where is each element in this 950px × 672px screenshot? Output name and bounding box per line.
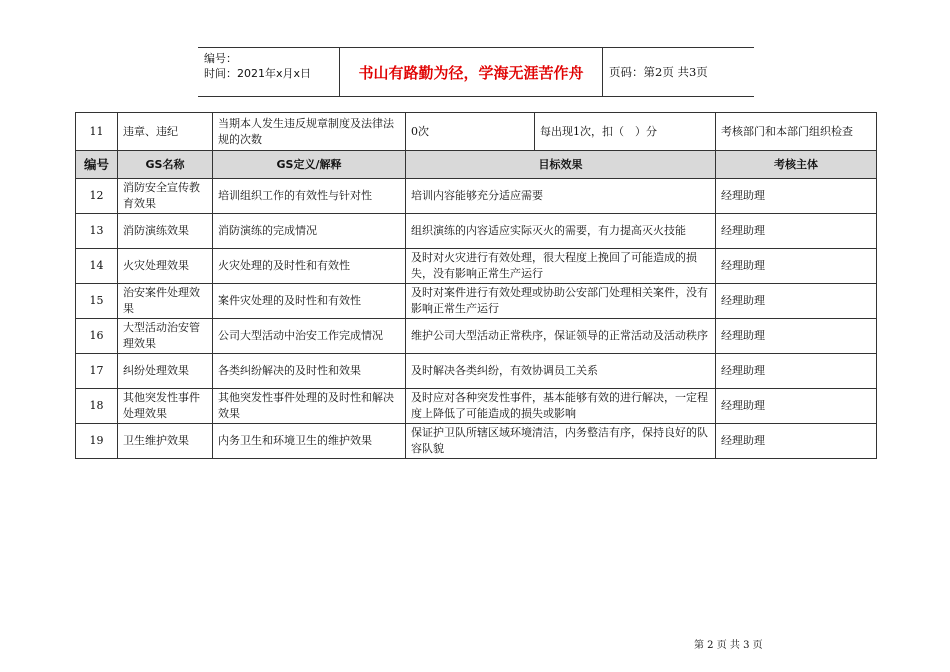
cell-definition: 火灾处理的及时性和有效性 <box>213 249 406 284</box>
cell-no: 17 <box>76 354 118 389</box>
header-meta <box>198 48 339 96</box>
cell-definition: 培训组织工作的有效性与针对性 <box>213 179 406 214</box>
cell-name: 火灾处理效果 <box>118 249 213 284</box>
cell-definition: 消防演练的完成情况 <box>213 214 406 249</box>
column-header-definition: GS定义/解释 <box>213 151 406 179</box>
cell-assessor: 经理助理 <box>716 424 877 459</box>
cell-target: 保证护卫队所辖区域环境清洁，内务整洁有序，保持良好的队容队貌 <box>406 424 716 459</box>
cell-no: 18 <box>76 389 118 424</box>
cell-target: 及时应对各种突发性事件，基本能够有效的进行解决，一定程度上降低了可能造成的损失或影响 <box>406 389 716 424</box>
cell-assessor: 考核部门和本部门组织检查 <box>716 113 877 151</box>
cell-target: 及时解决各类纠纷，有效协调员工关系 <box>406 354 716 389</box>
table-row <box>76 214 877 249</box>
assessment-table <box>75 112 877 459</box>
header-motto: 书山有路勤为径，学海无涯苦作舟 <box>339 48 603 96</box>
doc-number-label: 编号： <box>204 52 237 65</box>
cell-no: 12 <box>76 179 118 214</box>
table-row <box>76 284 877 319</box>
cell-name: 纠纷处理效果 <box>118 354 213 389</box>
cell-definition: 其他突发性事件处理的及时性和解决效果 <box>213 389 406 424</box>
cell-definition: 案件灾处理的及时性和有效性 <box>213 284 406 319</box>
cell-name: 卫生维护效果 <box>118 424 213 459</box>
header-page-label: 页码：第2页 共3页 <box>609 65 708 79</box>
cell-name: 其他突发性事件处理效果 <box>118 389 213 424</box>
cell-definition: 内务卫生和环境卫生的维护效果 <box>213 424 406 459</box>
cell-target: 0次 <box>406 113 535 150</box>
column-header-target: 目标效果 <box>406 151 716 179</box>
cell-assessor: 经理助理 <box>716 389 877 424</box>
table-row <box>76 354 877 389</box>
cell-definition: 公司大型活动中治安工作完成情况 <box>213 319 406 354</box>
cell-no: 14 <box>76 249 118 284</box>
cell-target: 培训内容能够充分适应需要 <box>406 179 716 214</box>
cell-target: 及时对案件进行有效处理或协助公安部门处理相关案件，没有影响正常生产运行 <box>406 284 716 319</box>
table-row <box>76 424 877 459</box>
cell-name: 治安案件处理效果 <box>118 284 213 319</box>
cell-assessor: 经理助理 <box>716 284 877 319</box>
cell-definition: 当期本人发生违反规章制度及法律法规的次数 <box>213 113 406 151</box>
table-row-top <box>76 113 877 151</box>
column-header-name: GS名称 <box>118 151 213 179</box>
cell-no: 11 <box>76 113 118 151</box>
table-row <box>76 179 877 214</box>
cell-penalty: 每出现1次，扣（ ）分 <box>540 124 657 138</box>
cell-target: 维护公司大型活动正常秩序，保证领导的正常活动及活动秩序 <box>406 319 716 354</box>
cell-assessor: 经理助理 <box>716 354 877 389</box>
table-row <box>76 249 877 284</box>
date-label: 时间：2021年x月x日 <box>204 67 312 80</box>
cell-target: 组织演练的内容适应实际灭火的需要，有力提高灭火技能 <box>406 214 716 249</box>
page-footer: 第 2 页 共 3 页 <box>694 640 763 651</box>
cell-no: 19 <box>76 424 118 459</box>
cell-no: 16 <box>76 319 118 354</box>
cell-assessor: 经理助理 <box>716 214 877 249</box>
cell-name: 消防演练效果 <box>118 214 213 249</box>
table-row <box>76 389 877 424</box>
cell-no: 15 <box>76 284 118 319</box>
cell-assessor: 经理助理 <box>716 179 877 214</box>
page-header <box>198 47 754 97</box>
cell-assessor: 经理助理 <box>716 319 877 354</box>
column-header-assessor: 考核主体 <box>716 151 877 179</box>
cell-assessor: 经理助理 <box>716 249 877 284</box>
cell-name: 违章、违纪 <box>118 113 213 151</box>
table-header-row <box>76 151 877 179</box>
cell-target-split <box>406 113 716 151</box>
cell-target: 及时对火灾进行有效处理，很大程度上挽回了可能造成的损失，没有影响正常生产运行 <box>406 249 716 284</box>
cell-no: 13 <box>76 214 118 249</box>
cell-definition: 各类纠纷解决的及时性和效果 <box>213 354 406 389</box>
cell-name: 消防安全宣传教育效果 <box>118 179 213 214</box>
column-header-code: 编号 <box>76 151 118 179</box>
cell-name: 大型活动治安管理效果 <box>118 319 213 354</box>
table-row <box>76 319 877 354</box>
